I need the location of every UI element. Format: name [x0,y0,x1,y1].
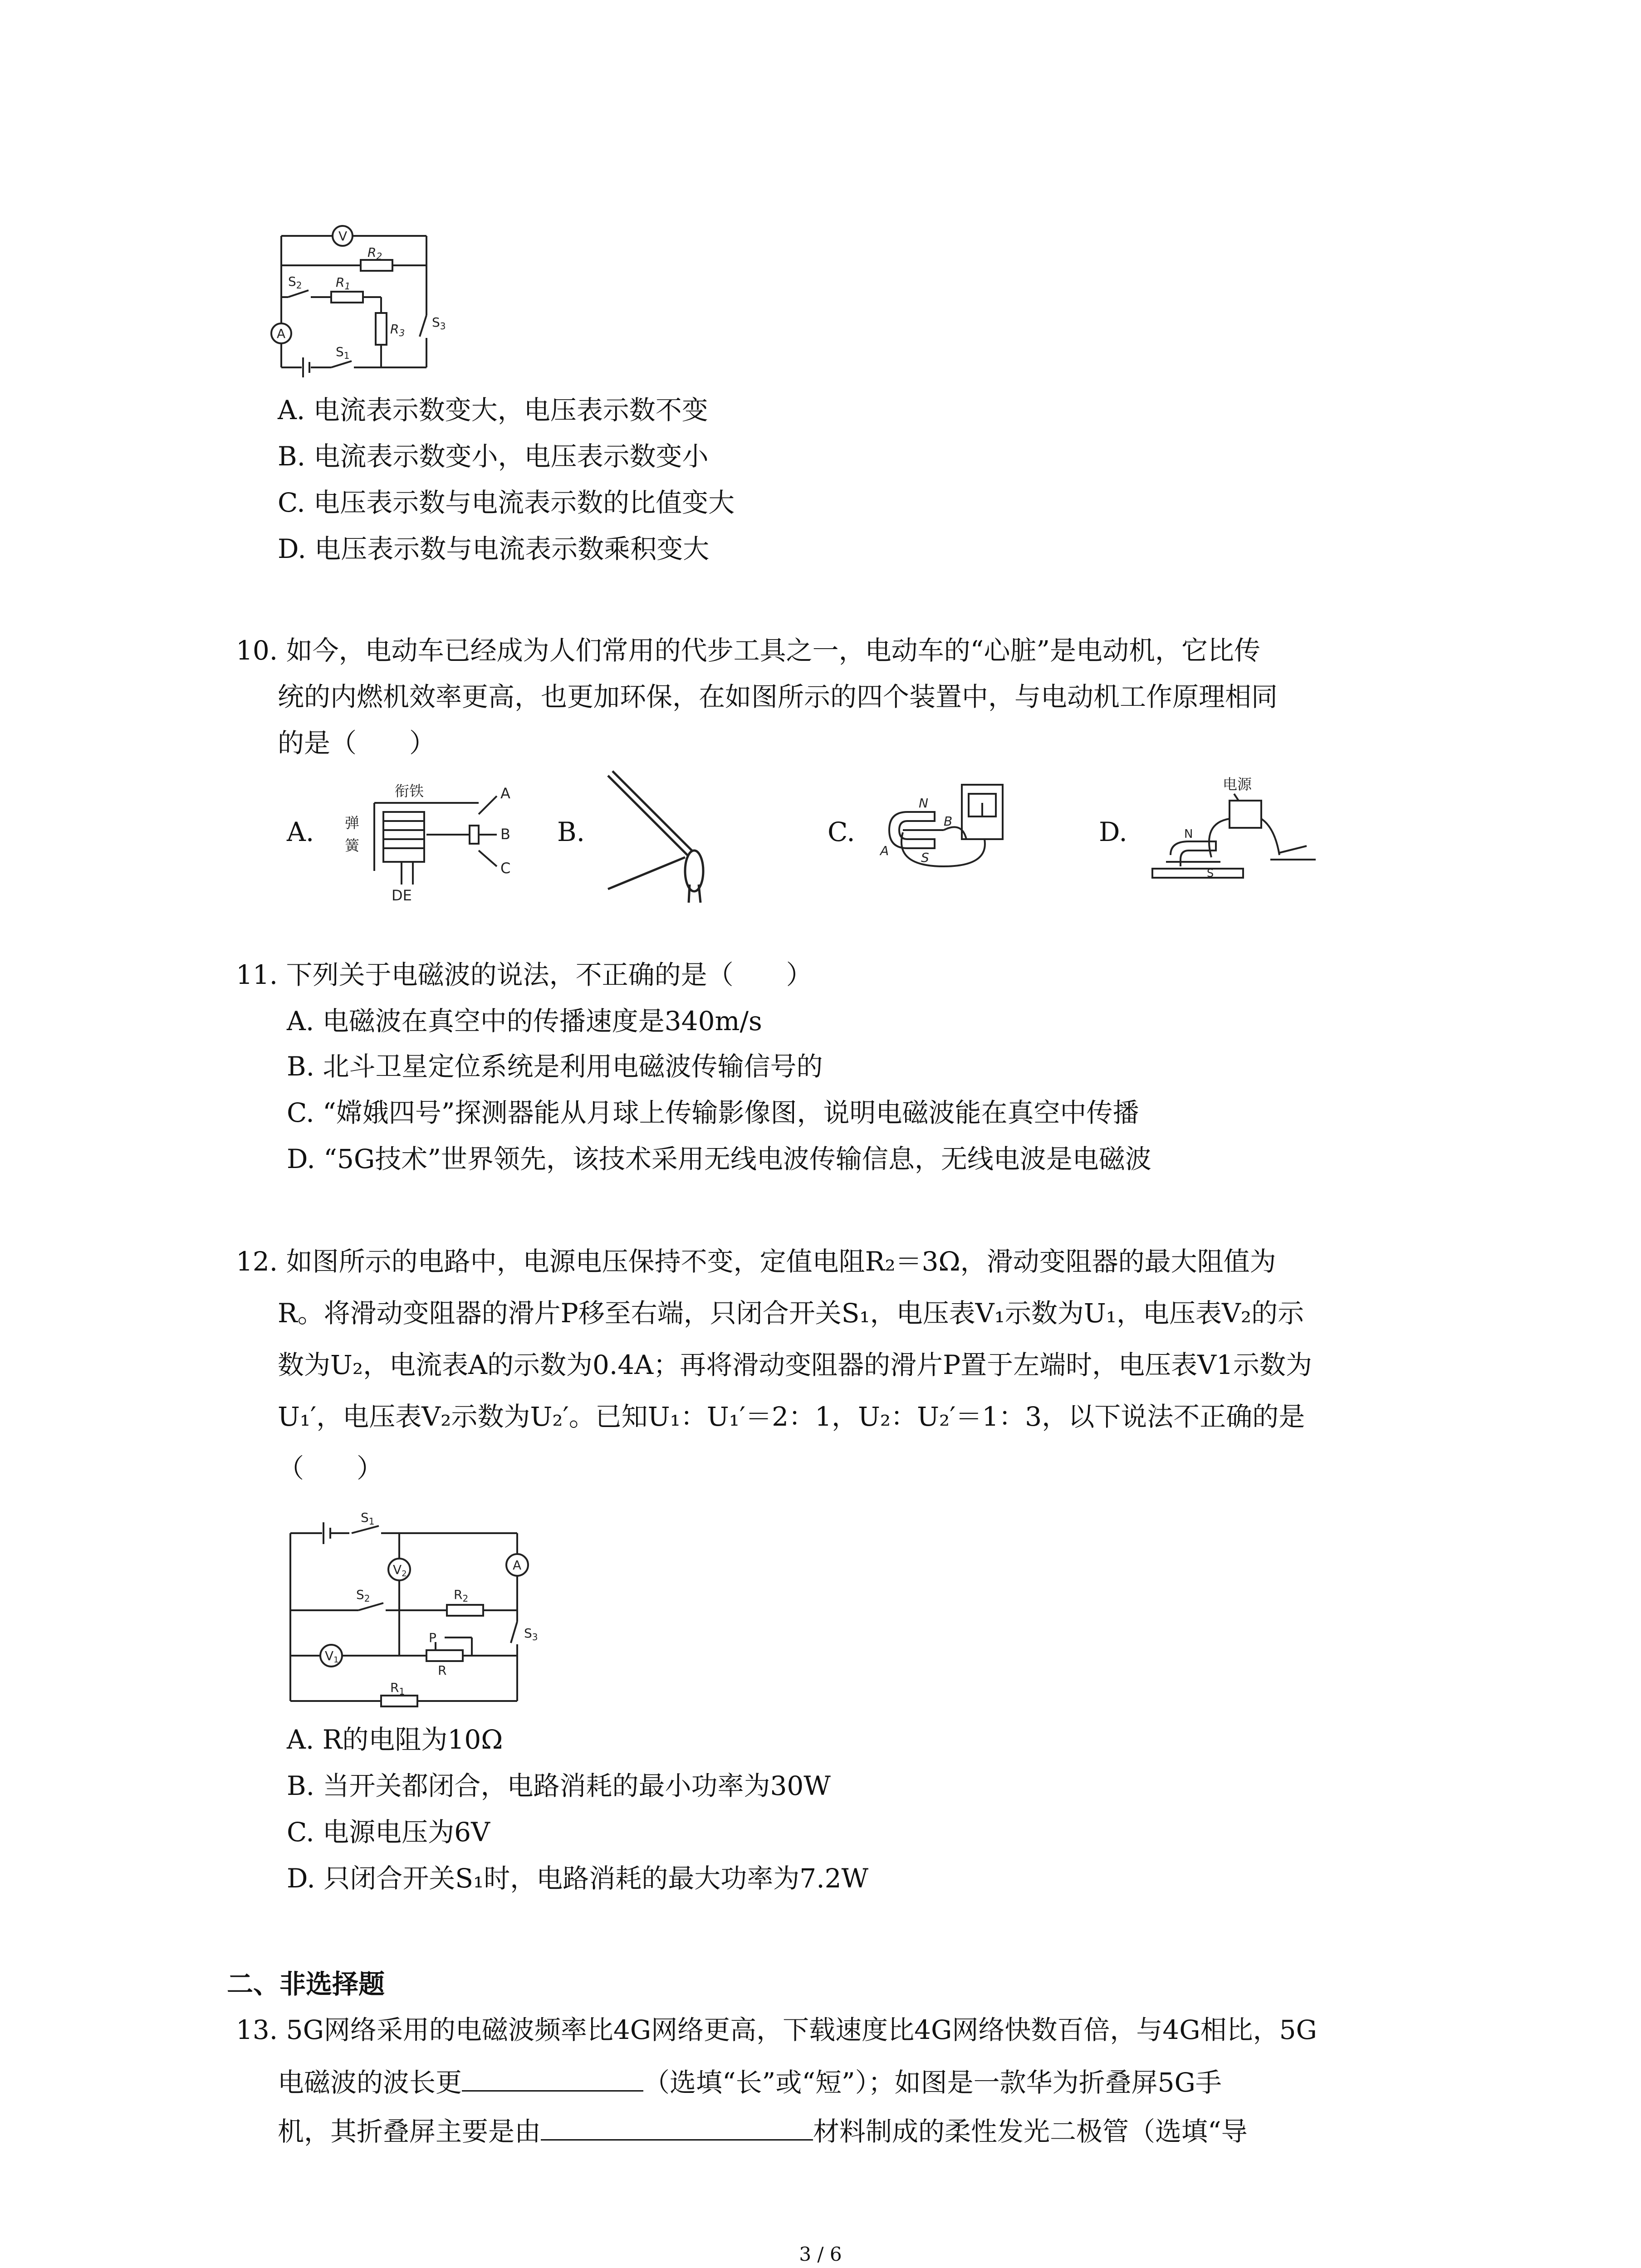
section-heading: 二、非选择题 [227,1969,385,1999]
q13-line-2: 电磁波的波长更 （选填“长”或“短”）；如图是一款华为折叠屏5G手 [278,2067,1222,2098]
svg-text:S2: $S_2$ [356,1587,370,1604]
q13-line-3: 机，其折叠屏主要是由 材料制成的柔性发光二极管（选填“导 [278,2116,1248,2147]
svg-text:N: N [1184,827,1193,841]
q13-line-1: 13. 5G网络采用的电磁波频率比4G网络更高，下载速度比4G网络快数百倍，与4G相比，5G [236,2014,1317,2045]
svg-text:N: N [919,796,928,811]
svg-text:S1: $S_1$ [336,344,350,361]
q12-stem-line-4: U₁′，电压表V₂示数为U₂′。已知U₁：U₁′＝2：1，U₂：U₂′＝1：3，以下说法不正确的是 [278,1401,1305,1432]
q12-option-b: B. 当开关都闭合，电路消耗的最小功率为30W [287,1770,831,1801]
q12-circuit-diagram [272,1506,563,1715]
q9-option-c: C. 电压表示数与电流表示数的比值变大 [278,487,735,518]
page-number: 3 / 6 [799,2243,842,2265]
svg-text:衔铁: 衔铁 [395,782,424,800]
svg-text:簧: 簧 [345,837,360,854]
q10-option-c: C. [828,816,855,847]
svg-text:弹: 弹 [345,814,360,831]
q11-option-c: C. “嫦娥四号”探测器能从月球上传输影像图，说明电磁波能在真空中传播 [287,1097,1139,1128]
q10-option-b: B. [557,816,585,847]
svg-text:S1: $S_1$ [361,1510,375,1527]
q12-stem-line-1: 12. 如图所示的电路中，电源电压保持不变，定值电阻R₂＝3Ω，滑动变阻器的最大阻值为 [236,1246,1276,1277]
svg-text:R2: $R_2$ [454,1587,469,1604]
q9-option-a: A. 电流表示数变大，电压表示数不变 [278,395,708,425]
q12-option-c: C. 电源电压为6V [287,1817,490,1848]
q10-stem-line-1: 10. 如今，电动车已经成为人们常用的代步工具之一，电动车的“心脏”是电动机，它比传 [236,635,1260,666]
svg-text:A: A [500,785,510,802]
q12-option-a: A. R的电阻为10Ω [287,1724,503,1755]
q11-option-d: D. “5G技术”世界领先，该技术采用无线电波传输信息，无线电波是电磁波 [287,1144,1151,1174]
svg-text:S3: $S_3$ [524,1626,538,1642]
svg-text:S3: $S_3$ [432,315,446,332]
svg-text:A: A [513,1558,522,1573]
svg-text:R1: $R_1$ [390,1680,405,1697]
q12-stem-line-5: （ ） [278,1453,383,1484]
svg-text:S2: $S_2$ [288,274,302,291]
svg-text:电源: 电源 [1223,776,1252,793]
svg-text:R1: $R_1$ [336,275,351,292]
q12-option-d: D. 只闭合开关S₁时，电路消耗的最大功率为7.2W [287,1863,869,1894]
q13-answer-blank-2[interactable] [541,2116,813,2141]
q9-option-b: B. 电流表示数变小，电压表示数变小 [278,441,709,472]
svg-text:P: P [429,1630,436,1645]
q10-option-a: A. [287,816,314,847]
ammeter-label: A [277,326,286,341]
q9-circuit-diagram [263,218,454,386]
q10-option-d: D. [1099,816,1127,847]
q10-figure-motor [1143,773,1334,887]
svg-text:R3: $R_3$ [390,322,405,338]
svg-text:S: S [1207,867,1214,880]
q13-answer-blank-1[interactable] [462,2067,643,2092]
q10-stem-line-2: 统的内燃机效率更高，也更加环保，在如图所示的四个装置中，与电动机工作原理相同 [278,681,1278,712]
svg-text:S: S [921,850,929,865]
svg-text:DE: DE [392,887,412,903]
svg-text:R2: $R_2$ [367,245,382,262]
q11-stem: 11. 下列关于电磁波的说法，不正确的是（ ） [236,959,813,990]
q12-stem-line-2: R。将滑动变阻器的滑片P移至右端，只闭合开关S₁，电压表V₁示数为U₁，电压表V₂的示 [278,1298,1304,1329]
q12-stem-line-3: 数为U₂，电流表A的示数为0.4A；再将滑动变阻器的滑片P置于左端时，电压表V1示数为 [278,1349,1312,1380]
svg-text:B: B [944,814,953,829]
q11-option-a: A. 电磁波在真空中的传播速度是340m/s [287,1006,762,1036]
svg-text:A: A [880,843,889,858]
svg-text:B: B [500,826,510,843]
q10-stem-line-3: 的是（ ） [278,728,436,758]
q10-figure-generator [876,776,1021,885]
q10-figure-wire-compass [599,767,753,907]
q10-figure-relay [333,771,524,903]
svg-text:C: C [500,860,511,877]
svg-text:R: R [438,1663,447,1678]
voltmeter-label: V [338,229,348,244]
q11-option-b: B. 北斗卫星定位系统是利用电磁波传输信号的 [287,1051,823,1082]
svg-text:V1: V1 [325,1648,339,1665]
svg-text:V2: V2 [393,1562,407,1579]
q9-option-d: D. 电压表示数与电流表示数乘积变大 [278,533,710,564]
